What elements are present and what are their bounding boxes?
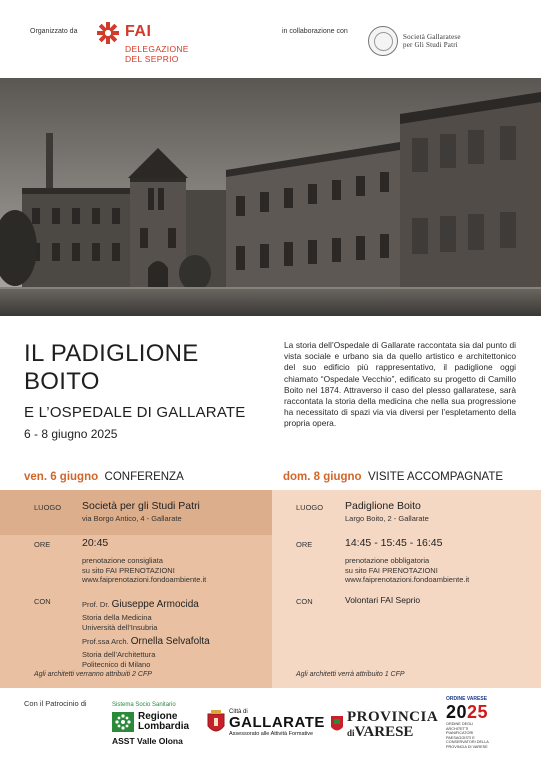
event-header-conference	[24, 471, 184, 483]
fai-delegation-line2: DEL SEPRIO	[125, 54, 179, 64]
gallarate-crest-icon	[206, 710, 226, 736]
partner-name-line1: Società Gallaratese	[403, 33, 461, 41]
speaker-2-role2: Politecnico di Milano	[82, 659, 151, 669]
lombardia-rose-icon	[112, 712, 134, 732]
asst-name: ASST Valle Olona	[112, 736, 183, 746]
patronage-label: Con il Patrocinio di	[24, 699, 87, 708]
ordine-year-a: 20	[446, 702, 468, 722]
visits-ore-label: ORE	[296, 540, 313, 549]
visits-con-label: CON	[296, 597, 313, 606]
speaker-1-role1: Storia della Medicina	[82, 613, 152, 622]
conference-address: via Borgo Antico, 4 - Gallarate	[82, 514, 182, 523]
visits-times: 14:45 - 15:45 - 16:45	[345, 537, 443, 549]
gallarate-name: GALLARATE	[229, 714, 325, 731]
conference-booking-line1: prenotazione consigliata	[82, 556, 163, 565]
conference-con-label: CON	[34, 597, 51, 606]
visits-type: VISITE ACCOMPAGNATE	[367, 471, 504, 483]
speaker-2-prefix: Prof.ssa Arch.	[82, 637, 131, 646]
speaker-1-name: Giuseppe Armocida	[111, 599, 199, 610]
visits-booking-link[interactable]: www.faiprenotazioni.fondoambiente.it	[345, 575, 470, 584]
fai-delegation-line1: DELEGAZIONE	[125, 44, 189, 54]
society-seal-icon	[368, 26, 398, 56]
conference-type: CONFERENZA	[104, 471, 184, 483]
varese-crest-icon	[330, 714, 344, 734]
visits-booking	[345, 556, 469, 585]
provincia-line2: VARESE	[354, 724, 414, 740]
visits-panel	[272, 490, 541, 688]
speaker-1-role2: Università dell’Insubria	[82, 622, 158, 632]
lombardia-name-line2: Lombardia	[138, 721, 190, 732]
conference-time: 20:45	[82, 537, 109, 549]
visits-cfp-note: Agli architetti verrà attribuito 1 CFP	[296, 671, 405, 678]
provincia-line1: PROVINCIA	[347, 709, 439, 725]
ordine-header: ORDINE VARESE	[446, 696, 488, 702]
hospital-building-image	[0, 78, 541, 316]
speaker-2	[82, 631, 210, 669]
fai-name: FAI	[125, 23, 152, 40]
conference-luogo-label: LUOGO	[34, 503, 62, 512]
ordine-year-b: 25	[467, 702, 489, 722]
organized-by-label: Organizzato da	[30, 28, 78, 35]
lombardia-logo	[112, 702, 190, 746]
speaker-1-prefix: Prof. Dr.	[82, 600, 112, 609]
speaker-2-role1: Storia dell’Architettura	[82, 650, 156, 659]
visits-guides: Volontari FAI Seprio	[345, 595, 421, 605]
visits-booking-line2: su sito FAI PRENOTAZIONI	[345, 565, 438, 575]
conference-ore-label: ORE	[34, 540, 51, 549]
hospital-photo	[0, 78, 541, 316]
event-dates: 6 - 8 giugno 2025	[24, 427, 118, 441]
partner-name	[403, 33, 461, 49]
collaboration-label: in collaborazione con	[282, 28, 348, 35]
lombardia-system-label: Sistema Socio Sanitario	[112, 702, 176, 708]
visits-luogo-label: LUOGO	[296, 503, 324, 512]
visits-address: Largo Boito, 2 - Gallarate	[345, 514, 429, 523]
gallarate-logo	[229, 709, 325, 737]
ordine-architetti-logo	[446, 696, 496, 749]
lombardia-name	[138, 712, 208, 732]
conference-day: ven. 6 giugno	[24, 471, 99, 483]
conference-booking	[82, 556, 206, 585]
conference-panel	[0, 490, 272, 688]
fai-delegation	[125, 44, 189, 64]
conference-booking-line2: su sito FAI PRENOTAZIONI	[82, 565, 175, 575]
visits-booking-line1: prenotazione obbligatoria	[345, 556, 430, 565]
gallarate-assessorato: Assessorato alle Attività Formative	[229, 731, 314, 737]
description-text: La storia dell’Ospedale di Gallarate raccontata sia dal punto di vista sociale e urbano sia da quello artistico e architettonico del suo edificio più rappresentativo, il padiglione oggi chiamato “Ospedale Vecchio”, edificato su progetto di Camillo Boito nel 1874. Attraverso il caso del plesso gallaratese, sarà raccontata la storia della medicina che nella sua progressione ha necessitato di spazi via via diversi per l’espletamento della propria opera.	[284, 340, 516, 429]
provincia-di: di	[347, 728, 355, 738]
event-header-visits	[283, 471, 503, 483]
speaker-2-name: Ornella Selvafolta	[130, 636, 210, 647]
speaker-1	[82, 594, 199, 632]
gallarate-citta-label: Città di	[229, 709, 248, 715]
conference-panel-header-band	[0, 490, 272, 535]
fai-logo-icon	[97, 22, 119, 44]
ordine-year	[446, 702, 496, 722]
conference-place: Società per gli Studi Patri	[82, 500, 200, 512]
provincia-varese-logo	[347, 710, 438, 740]
conference-booking-link[interactable]: www.faiprenotazioni.fondoambiente.it	[82, 575, 207, 584]
partner-name-line2: per Gli Studi Patri	[403, 41, 458, 49]
header	[0, 0, 541, 78]
visits-place: Padiglione Boito	[345, 500, 421, 512]
title-line1: IL PADIGLIONE	[24, 340, 199, 367]
subtitle: E L’OSPEDALE DI GALLARATE	[24, 404, 246, 421]
footer	[0, 688, 541, 768]
visits-day: dom. 8 giugno	[283, 471, 362, 483]
title-line2: BOITO	[24, 368, 100, 395]
conference-cfp-note: Agli architetti verranno attribuiti 2 CFP	[34, 671, 152, 678]
ordine-description: ORDINE DEGLI ARCHITETTI PIANIFICATORI PAESAGGISTI E CONSERVATORI DELLA PROVINCIA DI VARESE	[446, 722, 489, 749]
title-block	[24, 340, 264, 441]
lombardia-name-line1: Regione	[138, 711, 178, 722]
